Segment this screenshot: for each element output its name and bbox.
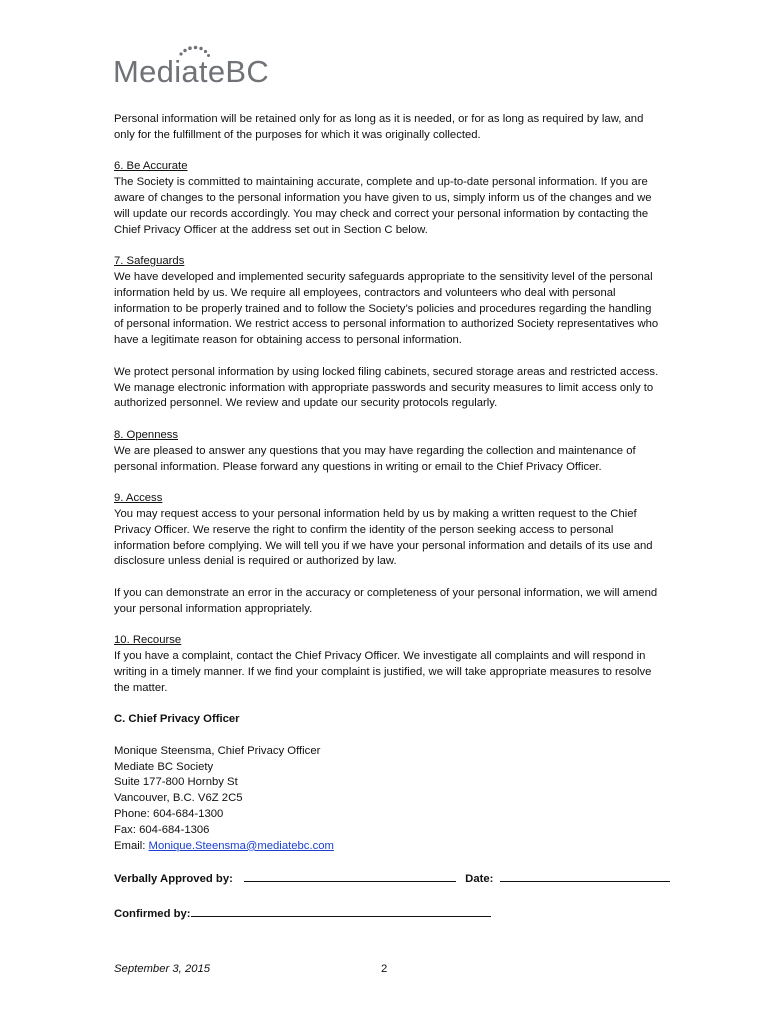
date-label: Date: <box>465 873 494 886</box>
section-body: You may request access to your personal information held by us by making a written request to the Chief Privacy Officer. We reserve the right to confirm the identity of the person seeking access to personal information before complying. We will tell you if we have your personal information and details of its use and disclosure unless denial is required or authorized by law. <box>114 507 653 568</box>
section-heading: 10. Recourse <box>114 634 182 647</box>
section-heading: 9. Access <box>114 492 163 505</box>
verbally-approved-row <box>114 870 662 888</box>
approved-signature-line[interactable] <box>244 870 456 882</box>
logo-wordmark: MediateBC <box>113 54 270 89</box>
section-heading: 7. Safeguards <box>114 255 185 268</box>
cpo-suite: Suite 177-800 Hornby St <box>114 776 238 789</box>
confirmed-by-row <box>114 905 662 923</box>
cpo-city: Vancouver, B.C. V6Z 2C5 <box>114 792 243 805</box>
access-paragraph-2: If you can demonstrate an error in the accuracy or completeness of your personal information, we will amend your personal information appropriately. <box>114 586 658 615</box>
cpo-phone: Phone: 604-684-1300 <box>114 808 224 821</box>
mediatebc-logo <box>113 44 283 90</box>
section-body: We are pleased to answer any questions that you may have regarding the collection and maintenance of personal information. Please forward any questions in writing or email to the Chief Privacy Officer. <box>114 444 636 473</box>
cpo-address-block <box>114 744 662 855</box>
section-body: If you have a complaint, contact the Chief Privacy Officer. We investigate all complaints and will respond in writing in a timely manner. If we find your complaint is justified, we will take appropriate measures to resolve the matter. <box>114 650 652 694</box>
retention-paragraph: Personal information will be retained only for as long as it is needed, or for as long as required by law, and only for the fulfillment of the purposes for which it was originally collected. <box>114 113 644 141</box>
document-body <box>114 112 662 923</box>
section-body: We have developed and implemented security safeguards appropriate to the sensitivity level of the personal information held by us. We require all employees, contractors and volunteers who deal with personal information to be properly trained and to follow the Society’s policies and procedures regarding the handling of personal information. We restrict access to personal information to authorized Society representatives who have a legitimate reason for obtaining access to personal information. <box>114 270 659 347</box>
section-openness <box>114 428 662 475</box>
safeguards-paragraph-2: We protect personal information by using locked filing cabinets, secured storage areas and restricted access. We manage electronic information with appropriate passwords and security measures to limit access only to authorized personnel. We review and update our security protocols regularly. <box>114 365 659 410</box>
section-recourse <box>114 633 662 696</box>
section-be-accurate <box>114 159 662 238</box>
section-body: The Society is committed to maintaining accurate, complete and up-to-date personal information. If you are aware of changes to the personal information you have given to us, simply inform us of the changes and we will update our records accordingly. You may check and correct your personal information by contacting the Chief Privacy Officer at the address set out in Section C below. <box>114 176 652 236</box>
cpo-name: Monique Steensma, Chief Privacy Officer <box>114 744 321 757</box>
approved-label: Verbally Approved by: <box>114 873 233 886</box>
cpo-heading: C. Chief Privacy Officer <box>114 713 240 726</box>
confirmed-label: Confirmed by: <box>114 908 191 921</box>
cpo-fax: Fax: 604-684-1306 <box>114 823 210 836</box>
email-link[interactable]: Monique.Steensma@mediatebc.com <box>148 839 334 852</box>
cpo-email-row <box>114 839 662 855</box>
section-heading: 6. Be Accurate <box>114 160 188 173</box>
confirmed-signature-line[interactable] <box>191 905 491 917</box>
cpo-organization: Mediate BC Society <box>114 760 214 773</box>
email-label: Email: <box>114 839 149 852</box>
date-signature-line[interactable] <box>500 870 670 882</box>
section-access <box>114 491 662 570</box>
footer-date: September 3, 2015 <box>114 963 211 975</box>
section-heading: 8. Openness <box>114 428 179 441</box>
section-safeguards <box>114 254 662 349</box>
page-number: 2 <box>381 963 388 975</box>
